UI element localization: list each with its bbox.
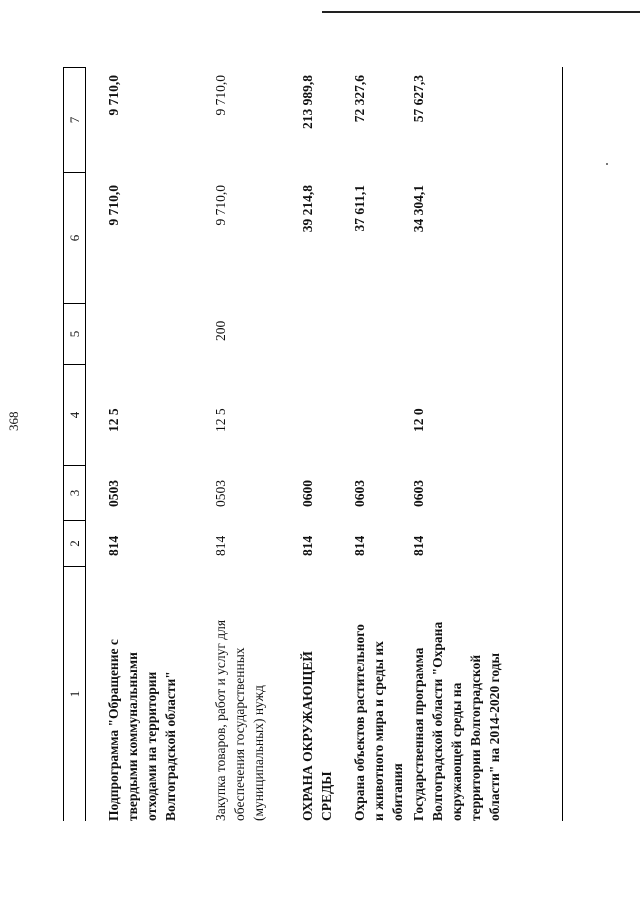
page-number: 368 <box>6 411 21 431</box>
row-2-c4: 12 5 <box>213 408 228 432</box>
header-col-5: 5 <box>63 303 86 364</box>
row-3-c3: 0600 <box>300 480 315 507</box>
table-bottom-rule <box>562 67 563 821</box>
row-1-name: Подпрограмма "Обращение с твердыми коммунальными отходами на территории Волгоградской области" <box>106 639 178 821</box>
row-1-c6: 9 710,0 <box>106 185 121 226</box>
scan-speck <box>606 163 608 165</box>
row-4-c7: 72 327,6 <box>352 75 367 123</box>
row-5-c7: 57 627,3 <box>411 75 426 123</box>
row-2-name: Закупка товаров, работ и услуг для обеспечения государственных (муниципальных) нужд <box>213 619 266 821</box>
header-col-1: 1 <box>63 566 86 821</box>
row-5-name: Государственная программа Волгоградской области "Охрана окружающей среды на территории Волгоградской области" на 2014-2020 годы <box>411 621 502 821</box>
row-3-c7: 213 989,8 <box>300 75 315 129</box>
row-1-c7: 9 710,0 <box>106 75 121 116</box>
row-2-c7: 9 710,0 <box>213 75 228 116</box>
row-2-c5: 200 <box>213 320 228 341</box>
row-1-c4: 12 5 <box>106 408 121 432</box>
row-4-c3: 0603 <box>352 480 367 507</box>
row-5-c4: 12 0 <box>411 408 426 432</box>
row-2-c6: 9 710,0 <box>213 185 228 226</box>
row-5-c6: 34 304,1 <box>411 185 426 233</box>
row-1-c3: 0503 <box>106 480 121 507</box>
header-col-7: 7 <box>63 67 86 172</box>
row-2-c3: 0503 <box>213 480 228 507</box>
header-col-4: 4 <box>63 364 86 465</box>
row-3-name: ОХРАНА ОКРУЖАЮЩЕЙ СРЕДЫ <box>300 651 334 821</box>
row-4-c6: 37 611,1 <box>352 185 367 232</box>
row-3-c2: 814 <box>300 535 315 556</box>
row-3-c6: 39 214,8 <box>300 185 315 233</box>
row-2-c2: 814 <box>213 535 228 556</box>
row-1-c2: 814 <box>106 535 121 556</box>
header-col-3: 3 <box>63 465 86 520</box>
header-col-6: 6 <box>63 172 86 303</box>
budget-table <box>63 67 563 821</box>
header-col-2: 2 <box>63 520 86 566</box>
row-5-c3: 0603 <box>411 480 426 507</box>
scan-edge-line <box>322 11 640 13</box>
row-4-c2: 814 <box>352 535 367 556</box>
row-4-name: Охрана объектов растительного и животного мира и среды их обитания <box>352 624 405 821</box>
row-5-c2: 814 <box>411 535 426 556</box>
